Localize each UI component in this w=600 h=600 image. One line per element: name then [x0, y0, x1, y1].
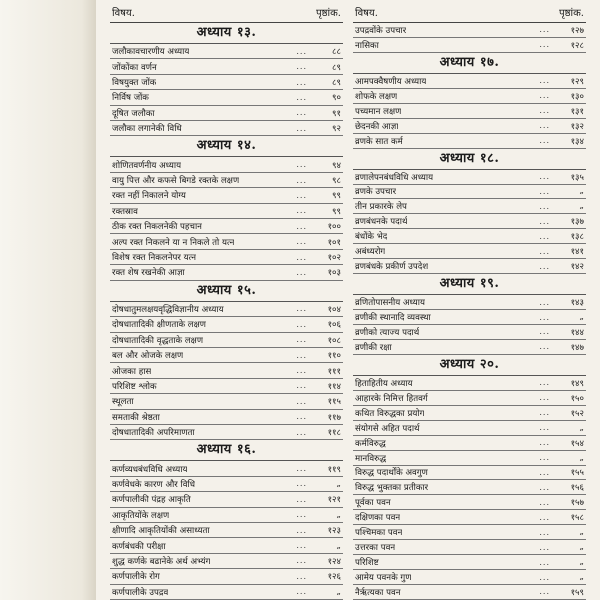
entry-page-number: „ [579, 312, 584, 323]
index-entry-row [110, 425, 343, 440]
entry-subject: शुद्ध कर्णके बढानेके अर्थ अभ्यंग [112, 556, 211, 567]
index-entry-row [110, 59, 343, 74]
left-index-column [110, 6, 343, 600]
entry-page-number: १११ [327, 366, 341, 377]
entry-page-number: ११० [327, 351, 341, 362]
entry-leader-dots: ... [296, 237, 307, 247]
index-entry-row [110, 363, 343, 378]
entry-page-number: ११७ [327, 412, 341, 423]
entry-subject: नैर्ऋत्यका पवन [355, 587, 401, 598]
index-entry-row [110, 75, 343, 90]
entry-leader-dots: ... [539, 186, 550, 196]
entry-subject: छेदनकी आज्ञा [355, 121, 399, 132]
index-entry-row [110, 554, 343, 569]
index-entry-row [110, 234, 343, 249]
entry-subject: कर्णबंधकी परीक्षा [112, 541, 166, 552]
entry-page-number: „ [336, 586, 341, 597]
entry-leader-dots: ... [296, 160, 307, 170]
index-entry-row [110, 302, 343, 317]
entry-page-number: १०८ [327, 335, 341, 346]
entry-page-number: १०६ [327, 320, 341, 331]
entry-leader-dots: ... [539, 246, 550, 256]
entry-leader-dots: ... [539, 542, 550, 552]
entry-page-number: १५४ [570, 438, 584, 449]
entry-leader-dots: ... [539, 172, 550, 182]
right-subject-heading: विषय. [355, 8, 378, 19]
entry-page-number: ९० [332, 93, 341, 104]
entry-leader-dots: ... [539, 40, 550, 50]
entry-leader-dots: ... [539, 557, 550, 567]
entry-page-number: १५६ [570, 483, 584, 494]
index-entry-row [353, 214, 586, 229]
entry-page-number: १०० [327, 222, 341, 233]
entry-subject: व्रणीकी रक्षा [355, 342, 392, 353]
entry-leader-dots: ... [296, 525, 307, 535]
index-entry-row [110, 265, 343, 280]
entry-subject: दक्षिणका पवन [355, 513, 401, 524]
entry-subject: व्रणके उपचार [355, 187, 397, 198]
index-entry-row [110, 538, 343, 553]
entry-page-number: १५५ [570, 468, 584, 479]
entry-subject: आमपक्वैषणीय अध्याय [355, 76, 427, 87]
entry-leader-dots: ... [539, 587, 550, 597]
entry-page-number: १२४ [327, 556, 341, 567]
chapter-heading: अध्याय १६. [110, 440, 343, 461]
entry-leader-dots: ... [539, 527, 550, 537]
right-column-header [353, 6, 586, 23]
index-entry-row [353, 38, 586, 53]
entry-leader-dots: ... [296, 510, 307, 520]
entry-page-number: १२८ [570, 40, 584, 51]
entry-page-number: १५२ [570, 408, 584, 419]
index-entry-row [110, 410, 343, 425]
entry-leader-dots: ... [296, 319, 307, 329]
index-entry-row [110, 508, 343, 523]
book-spine-margin [0, 0, 96, 600]
entry-leader-dots: ... [539, 231, 550, 241]
index-entry-row [353, 376, 586, 391]
index-entry-row [110, 204, 343, 219]
entry-subject: दोषधातादिकी अपरिमाणता [112, 428, 195, 439]
entry-leader-dots: ... [539, 423, 550, 433]
entry-subject: मानविरुद्ध [355, 453, 387, 464]
entry-page-number: १४३ [570, 298, 584, 309]
entry-page-number: „ [336, 509, 341, 520]
entry-page-number: १५८ [570, 513, 584, 524]
entry-leader-dots: ... [296, 479, 307, 489]
entry-leader-dots: ... [296, 62, 307, 72]
entry-leader-dots: ... [539, 438, 550, 448]
entry-page-number: १२९ [570, 76, 584, 87]
entry-page-number: ११९ [327, 464, 341, 475]
entry-leader-dots: ... [296, 123, 307, 133]
entry-page-number: ११४ [327, 381, 341, 392]
chapter-heading: अध्याय २०. [353, 355, 586, 376]
entry-page-number: „ [579, 422, 584, 433]
entry-leader-dots: ... [296, 108, 307, 118]
entry-subject: आहारके निमित्त हितवर्ग [355, 393, 428, 404]
index-entry-row [110, 585, 343, 600]
entry-subject: कर्णव्यधबंधविधि अध्याय [112, 464, 188, 475]
entry-page-number: १२१ [327, 495, 341, 506]
entry-subject: वायु पित्त और कफसे बिगडे रक्तके लक्षण [112, 176, 240, 187]
entry-leader-dots: ... [539, 312, 550, 322]
entry-leader-dots: ... [296, 541, 307, 551]
entry-leader-dots: ... [296, 46, 307, 56]
entry-leader-dots: ... [539, 261, 550, 271]
entry-leader-dots: ... [296, 464, 307, 474]
entry-leader-dots: ... [539, 216, 550, 226]
entry-leader-dots: ... [296, 335, 307, 345]
entry-subject: व्रणबंधके प्रकीर्ण उपदेश [355, 262, 429, 273]
entry-subject: शोफके लक्षण [355, 91, 398, 102]
entry-leader-dots: ... [296, 304, 307, 314]
entry-page-number: १५० [570, 393, 584, 404]
entry-subject: बल और ओजके लक्षण [112, 351, 184, 362]
entry-subject: हिताहितीय अध्याय [355, 378, 413, 389]
index-entry-row [110, 461, 343, 476]
entry-leader-dots: ... [296, 396, 307, 406]
entry-page-number: „ [579, 572, 584, 583]
index-entry-row [353, 199, 586, 214]
entry-subject: तीन प्रकारके लेप [355, 202, 407, 213]
entry-subject: अल्प रक्त निकलने या न निकले तो यत्न [112, 237, 235, 248]
index-entry-row [110, 569, 343, 584]
entry-page-number: १०१ [327, 237, 341, 248]
entry-leader-dots: ... [539, 106, 550, 116]
entry-subject: कथित विरुद्धका प्रयोग [355, 408, 425, 419]
entry-page-number: १०४ [327, 304, 341, 315]
entry-subject: शोणितवर्णनीय अध्याय [112, 160, 182, 171]
entry-subject: पश्चिमका पवन [355, 528, 403, 539]
entry-page-number: १३२ [570, 121, 584, 132]
entry-page-number: „ [579, 452, 584, 463]
index-entry-row [353, 244, 586, 259]
entry-subject: आमेय पवनके गुण [355, 573, 412, 584]
entry-leader-dots: ... [539, 512, 550, 522]
index-entry-row [110, 173, 343, 188]
entry-leader-dots: ... [296, 571, 307, 581]
entry-leader-dots: ... [539, 121, 550, 131]
index-entry-row [353, 74, 586, 89]
entry-subject: कर्णवेधके कारण और विधि [112, 479, 196, 490]
entry-subject: निर्विष जोंक [112, 93, 149, 104]
entry-page-number: ८९ [332, 62, 341, 73]
entry-subject: परिशिष्ट [355, 558, 379, 569]
entry-subject: व्रणीको त्याज्य पदार्थ [355, 327, 420, 338]
index-entry-row [353, 259, 586, 274]
entry-page-number: ९२ [332, 124, 341, 135]
entry-page-number: १५७ [570, 498, 584, 509]
entry-page-number: १२६ [327, 572, 341, 583]
entry-subject: उपद्रवोंके उपचार [355, 25, 407, 36]
entry-leader-dots: ... [539, 25, 550, 35]
entry-subject: दोषधातुमलक्षयवृद्धिविज्ञानीय अध्याय [112, 304, 224, 315]
entry-page-number: १३५ [570, 172, 584, 183]
entry-page-number: १२७ [570, 25, 584, 36]
index-entry-row [353, 466, 586, 481]
entry-leader-dots: ... [539, 482, 550, 492]
entry-leader-dots: ... [539, 297, 550, 307]
chapter-heading: अध्याय १९. [353, 274, 586, 295]
index-entry-row [110, 523, 343, 538]
entry-page-number: १२३ [327, 526, 341, 537]
left-subject-heading: विषय. [112, 8, 135, 19]
index-entry-row [353, 495, 586, 510]
entry-subject: रक्तस्राव [112, 206, 138, 217]
entry-leader-dots: ... [539, 497, 550, 507]
index-entry-row [110, 379, 343, 394]
entry-page-number: १४९ [570, 378, 584, 389]
entry-leader-dots: ... [296, 350, 307, 360]
index-entry-row [353, 23, 586, 38]
entry-subject: अबंध्यरोग [355, 247, 386, 258]
entry-subject: क्षीणादि आकृतियोंकी असाध्यता [112, 526, 210, 537]
left-column-header [110, 6, 343, 23]
entry-leader-dots: ... [539, 201, 550, 211]
index-entry-row [353, 295, 586, 310]
entry-subject: आकृतियोंके लक्षण [112, 510, 170, 521]
chapter-heading: अध्याय १५. [110, 281, 343, 302]
index-entry-row [110, 44, 343, 59]
entry-page-number: „ [336, 540, 341, 551]
index-entry-row [353, 229, 586, 244]
entry-leader-dots: ... [296, 175, 307, 185]
entry-subject: ओजका हास [112, 366, 152, 377]
index-entry-row [353, 391, 586, 406]
index-entry-row [353, 421, 586, 436]
index-entry-row [110, 492, 343, 507]
index-entry-row [110, 157, 343, 172]
right-index-column [353, 6, 586, 600]
index-entry-row [353, 119, 586, 134]
entry-subject: दोषधातादिकी वृद्धताके लक्षण [112, 335, 204, 346]
entry-subject: विशेष रक्त निकलनेपर यत्न [112, 253, 197, 264]
entry-page-number: „ [579, 542, 584, 553]
index-columns [110, 6, 586, 600]
entry-subject: विरुद्ध भुक्तका प्रतीकार [355, 483, 429, 494]
index-entry-row [353, 89, 586, 104]
entry-page-number: १३० [570, 91, 584, 102]
entry-leader-dots: ... [296, 427, 307, 437]
entry-leader-dots: ... [296, 381, 307, 391]
index-entry-row [353, 451, 586, 466]
entry-leader-dots: ... [296, 556, 307, 566]
entry-leader-dots: ... [539, 393, 550, 403]
entry-subject: संयोगसे अहित पदार्थ [355, 423, 420, 434]
index-entry-row [353, 540, 586, 555]
entry-page-number: ९९ [332, 191, 341, 202]
index-entry-row [353, 104, 586, 119]
index-entry-row [353, 510, 586, 525]
entry-subject: जोंकोंका वर्णन [112, 62, 157, 73]
entry-page-number: १०३ [327, 268, 341, 279]
entry-subject: रक्त नहीं निकालने योग्य [112, 191, 186, 202]
entry-subject: पूर्वका पवन [355, 498, 391, 509]
entry-subject: कर्मविरुद्ध [355, 438, 386, 449]
left-page-heading: पृष्ठांक. [315, 8, 341, 19]
entry-leader-dots: ... [296, 267, 307, 277]
index-entry-row [110, 90, 343, 105]
entry-subject: व्रणालेपनबंधविधि अध्याय [355, 172, 434, 183]
entry-leader-dots: ... [539, 91, 550, 101]
entry-page-number: „ [579, 201, 584, 212]
entry-page-number: १०२ [327, 253, 341, 264]
index-entry-row [110, 333, 343, 348]
index-entry-row [353, 436, 586, 451]
index-entry-row [353, 340, 586, 355]
right-page-heading: पृष्ठांक. [558, 8, 584, 19]
entry-page-number: ८८ [332, 47, 341, 58]
entry-page-number: „ [579, 557, 584, 568]
entry-leader-dots: ... [539, 342, 550, 352]
entry-subject: दूषित जलौका [112, 108, 155, 119]
chapter-heading: अध्याय १८. [353, 149, 586, 170]
entry-leader-dots: ... [539, 572, 550, 582]
index-entry-row [353, 555, 586, 570]
entry-page-number: १४४ [570, 327, 584, 338]
entry-leader-dots: ... [539, 408, 550, 418]
entry-page-number: „ [336, 478, 341, 489]
index-entry-row [110, 188, 343, 203]
index-entry-row [110, 394, 343, 409]
entry-page-number: „ [579, 527, 584, 538]
entry-page-number: १४१ [570, 247, 584, 258]
entry-subject: नासिका [355, 40, 379, 51]
entry-leader-dots: ... [539, 136, 550, 146]
index-entry-row [110, 317, 343, 332]
index-entry-row [353, 185, 586, 200]
index-entry-row [110, 121, 343, 136]
entry-leader-dots: ... [296, 190, 307, 200]
entry-subject: स्थूलता [112, 397, 134, 408]
entry-leader-dots: ... [296, 412, 307, 422]
entry-page-number: ११८ [327, 428, 341, 439]
entry-leader-dots: ... [296, 221, 307, 231]
entry-page-number: १५९ [570, 587, 584, 598]
entry-subject: व्रणीकी स्थानादि व्यवस्था [355, 313, 431, 324]
index-entry-row [353, 480, 586, 495]
entry-leader-dots: ... [539, 76, 550, 86]
entry-subject: कर्णपालीके रोग [112, 572, 160, 583]
entry-subject: रक्त शेष रखनेकी आज्ञा [112, 268, 185, 279]
entry-page-number: ११५ [327, 397, 341, 408]
entry-subject: कर्णपालीके उपद्रव [112, 587, 169, 598]
chapter-heading: अध्याय १३. [110, 23, 343, 44]
entry-page-number: १३१ [570, 106, 584, 117]
entry-page-number: ८९ [332, 78, 341, 89]
entry-subject: उत्तरका पवन [355, 543, 396, 554]
entry-leader-dots: ... [539, 453, 550, 463]
entry-leader-dots: ... [539, 378, 550, 388]
entry-subject: व्रणितोपासनीय अध्याय [355, 298, 425, 309]
chapter-heading: अध्याय १७. [353, 53, 586, 74]
chapter-heading: अध्याय १४. [110, 136, 343, 157]
entry-page-number: ९८ [332, 176, 341, 187]
entry-page-number: ९४ [332, 160, 341, 171]
entry-leader-dots: ... [296, 494, 307, 504]
entry-leader-dots: ... [539, 327, 550, 337]
entry-leader-dots: ... [296, 366, 307, 376]
index-entry-row [353, 406, 586, 421]
entry-subject: विषयुक्त जोंक [112, 78, 157, 89]
entry-page-number: १३४ [570, 136, 584, 147]
entry-leader-dots: ... [539, 467, 550, 477]
entry-subject: विरुद्ध पदार्थोंके अवगुण [355, 468, 428, 479]
entry-subject: बंधोंके भेद [355, 232, 388, 243]
entry-page-number: १४२ [570, 262, 584, 273]
entry-page-number: ९१ [332, 108, 341, 119]
entry-leader-dots: ... [296, 252, 307, 262]
entry-leader-dots: ... [296, 206, 307, 216]
index-entry-row [353, 325, 586, 340]
index-entry-row [353, 585, 586, 600]
entry-subject: परिशिष्ट श्लोक [112, 381, 157, 392]
index-entry-row [110, 477, 343, 492]
entry-subject: समताकी श्रेष्ठता [112, 412, 160, 423]
index-entry-row [110, 250, 343, 265]
entry-page-number: ९९ [332, 206, 341, 217]
index-entry-row [110, 348, 343, 363]
entry-subject: पच्यमान लक्षण [355, 106, 402, 117]
entry-page-number: १३८ [570, 232, 584, 243]
index-entry-row [353, 170, 586, 185]
entry-leader-dots: ... [296, 77, 307, 87]
entry-page-number: „ [579, 186, 584, 197]
entry-subject: व्रणके सात कर्म [355, 136, 403, 147]
entry-subject: जलौकावचारणीय अध्याय [112, 47, 190, 58]
entry-page-number: १३७ [570, 217, 584, 228]
index-entry-row [353, 525, 586, 540]
entry-page-number: १४७ [570, 342, 584, 353]
entry-subject: ठीक रक्त निकलनेकी पहचान [112, 222, 202, 233]
index-entry-row [110, 219, 343, 234]
index-entry-row [353, 570, 586, 585]
entry-subject: जलौका लगानेकी विधि [112, 124, 182, 135]
index-entry-row [353, 310, 586, 325]
entry-subject: व्रणबंधनके पदार्थ [355, 217, 408, 228]
entry-subject: कर्णपालीकी पंद्रह आकृति [112, 495, 191, 506]
index-entry-row [353, 134, 586, 149]
entry-subject: दोषधातादिकी क्षीणताके लक्षण [112, 320, 206, 331]
index-entry-row [110, 106, 343, 121]
entry-leader-dots: ... [296, 92, 307, 102]
entry-leader-dots: ... [296, 587, 307, 597]
